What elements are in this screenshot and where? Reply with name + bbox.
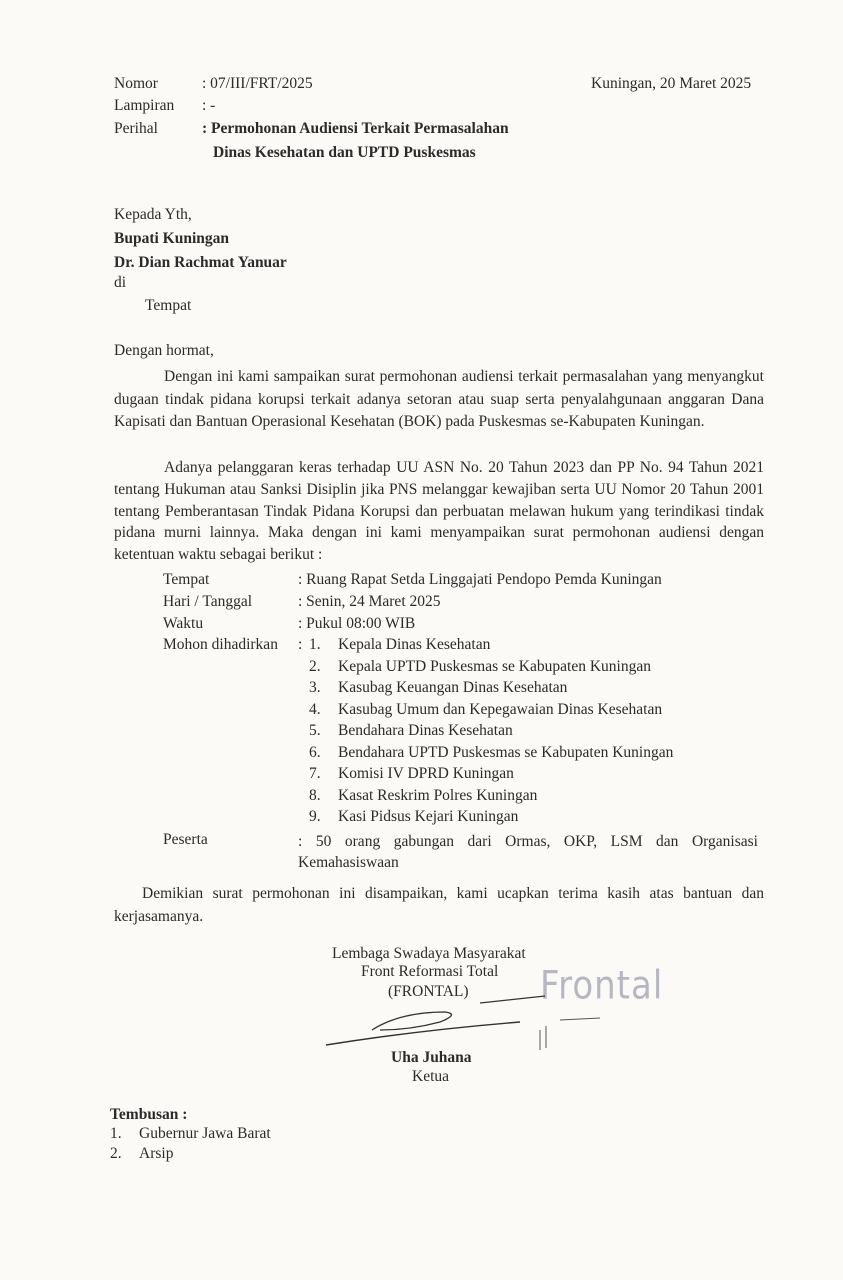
signature-stroke (480, 996, 545, 1003)
attendee-text: Bendahara Dinas Kesehatan (338, 722, 513, 739)
org-line1: Lembaga Swadaya Masyarakat (332, 945, 526, 962)
paragraph-1-text: Dengan ini kami sampaikan surat permohonan audiensi terkait permasalahan yang menyangkut dugaan tindak pidana korupsi terkait adanya setoran atau suap serta penyalahgunaan anggaran Dana Kapisati dan Bantuan Operasional Kesehatan (BOK) pada Puskesmas se-Kabupaten Kuningan. (114, 368, 764, 430)
attendee-text: Kepala Dinas Kesehatan (338, 636, 491, 653)
place-date: Kuningan, 20 Maret 2025 (591, 75, 752, 92)
closing-text: Demikian surat permohonan ini disampaikan, kami ucapkan terima kasih atas bantuan dan kerjasamanya. (114, 885, 764, 925)
attendee-text: Kasubag Keuangan Dinas Kesehatan (338, 679, 568, 696)
attendee-number: 8. (309, 787, 321, 804)
attendee-number: 6. (309, 744, 321, 761)
stamp-frontal: Frontal (540, 963, 664, 1009)
signature-stroke (540, 1026, 546, 1050)
perihal-line1: : Permohonan Audiensi Terkait Permasalahan (202, 120, 509, 137)
detail-tempat-value: : Ruang Rapat Setda Linggajati Pendopo Pemda Kuningan (298, 571, 662, 588)
recipient-di: di (114, 274, 127, 291)
recipient-line2: Dr. Dian Rachmat Yanuar (114, 254, 287, 271)
lampiran-label: Lampiran (114, 97, 175, 114)
signature-stroke (560, 1018, 600, 1020)
kepada-yth: Kepada Yth, (114, 206, 192, 223)
attendee-number: 4. (309, 701, 321, 718)
detail-hari-label: Hari / Tanggal (163, 593, 253, 610)
tembusan-item (110, 1125, 271, 1143)
tembusan-text: Arsip (139, 1145, 174, 1162)
attendee-text: Kasubag Umum dan Kepegawaian Dinas Kesehatan (338, 701, 663, 718)
perihal-label: Perihal (114, 120, 158, 137)
tembusan-number: 1. (110, 1125, 122, 1142)
nomor-value: : 07/III/FRT/2025 (202, 75, 313, 92)
detail-hari-value: : Senin, 24 Maret 2025 (298, 593, 441, 610)
org-line3: (FRONTAL) (388, 983, 469, 1000)
attendee-number: 2. (309, 658, 321, 675)
attendee-number: 9. (309, 808, 321, 825)
attendee-text: Komisi IV DPRD Kuningan (338, 765, 514, 782)
recipient-line1: Bupati Kuningan (114, 230, 230, 247)
attendee-number: 7. (309, 765, 321, 782)
perihal-line2: Dinas Kesehatan dan UPTD Puskesmas (213, 144, 476, 161)
attendee-text: Kasi Pidsus Kejari Kuningan (338, 808, 519, 825)
detail-tempat-label: Tempat (163, 571, 210, 588)
attendee-text: Kasat Reskrim Polres Kuningan (338, 787, 538, 804)
tembusan-label: Tembusan : (110, 1106, 188, 1123)
detail-peserta-label: Peserta (163, 831, 208, 848)
attendee-number: 1. (309, 636, 321, 653)
detail-mohon-label: Mohon dihadirkan (163, 636, 278, 653)
detail-peserta-value: : 50 orang gabungan dari Ormas, OKP, LSM dan Organisasi Kemahasiswaan (298, 833, 758, 871)
detail-waktu-value: : Pukul 08:00 WIB (298, 615, 416, 632)
paragraph-2-text: Adanya pelanggaran keras terhadap UU ASN No. 20 Tahun 2023 dan PP No. 94 Tahun 2021 tentang Hukuman atau Sanksi Disiplin jika PNS melanggar kewajiban serta UU Nomor 20 Tahun 2001 tentang Pemberantasan Tindak Pidana Korupsi dan perbuatan melawan hukum yang terindikasi tindak pidana murni lainnya. Maka dengan ini kami menyampaikan surat permohonan audiensi dengan ketentuan waktu sebagai berikut : (114, 459, 764, 564)
attendee-number: 3. (309, 679, 321, 696)
attendee-text: Kepala UPTD Puskesmas se Kabupaten Kuningan (338, 658, 651, 675)
recipient-tempat: Tempat (145, 297, 192, 314)
attendee-number: 5. (309, 722, 321, 739)
attendee-text: Bendahara UPTD Puskesmas se Kabupaten Kuningan (338, 744, 674, 761)
tembusan-number: 2. (110, 1145, 122, 1162)
signature-stroke (372, 1012, 451, 1030)
tembusan-item (110, 1145, 173, 1163)
signer-title: Ketua (412, 1068, 450, 1085)
detail-mohon-colon: : (298, 636, 303, 653)
signer-name: Uha Juhana (391, 1049, 472, 1066)
salutation: Dengan hormat, (114, 342, 214, 359)
lampiran-value: : - (202, 97, 216, 114)
org-line2: Front Reformasi Total (361, 963, 499, 980)
detail-waktu-label: Waktu (163, 615, 204, 632)
nomor-label: Nomor (114, 75, 158, 92)
tembusan-text: Gubernur Jawa Barat (139, 1125, 271, 1142)
